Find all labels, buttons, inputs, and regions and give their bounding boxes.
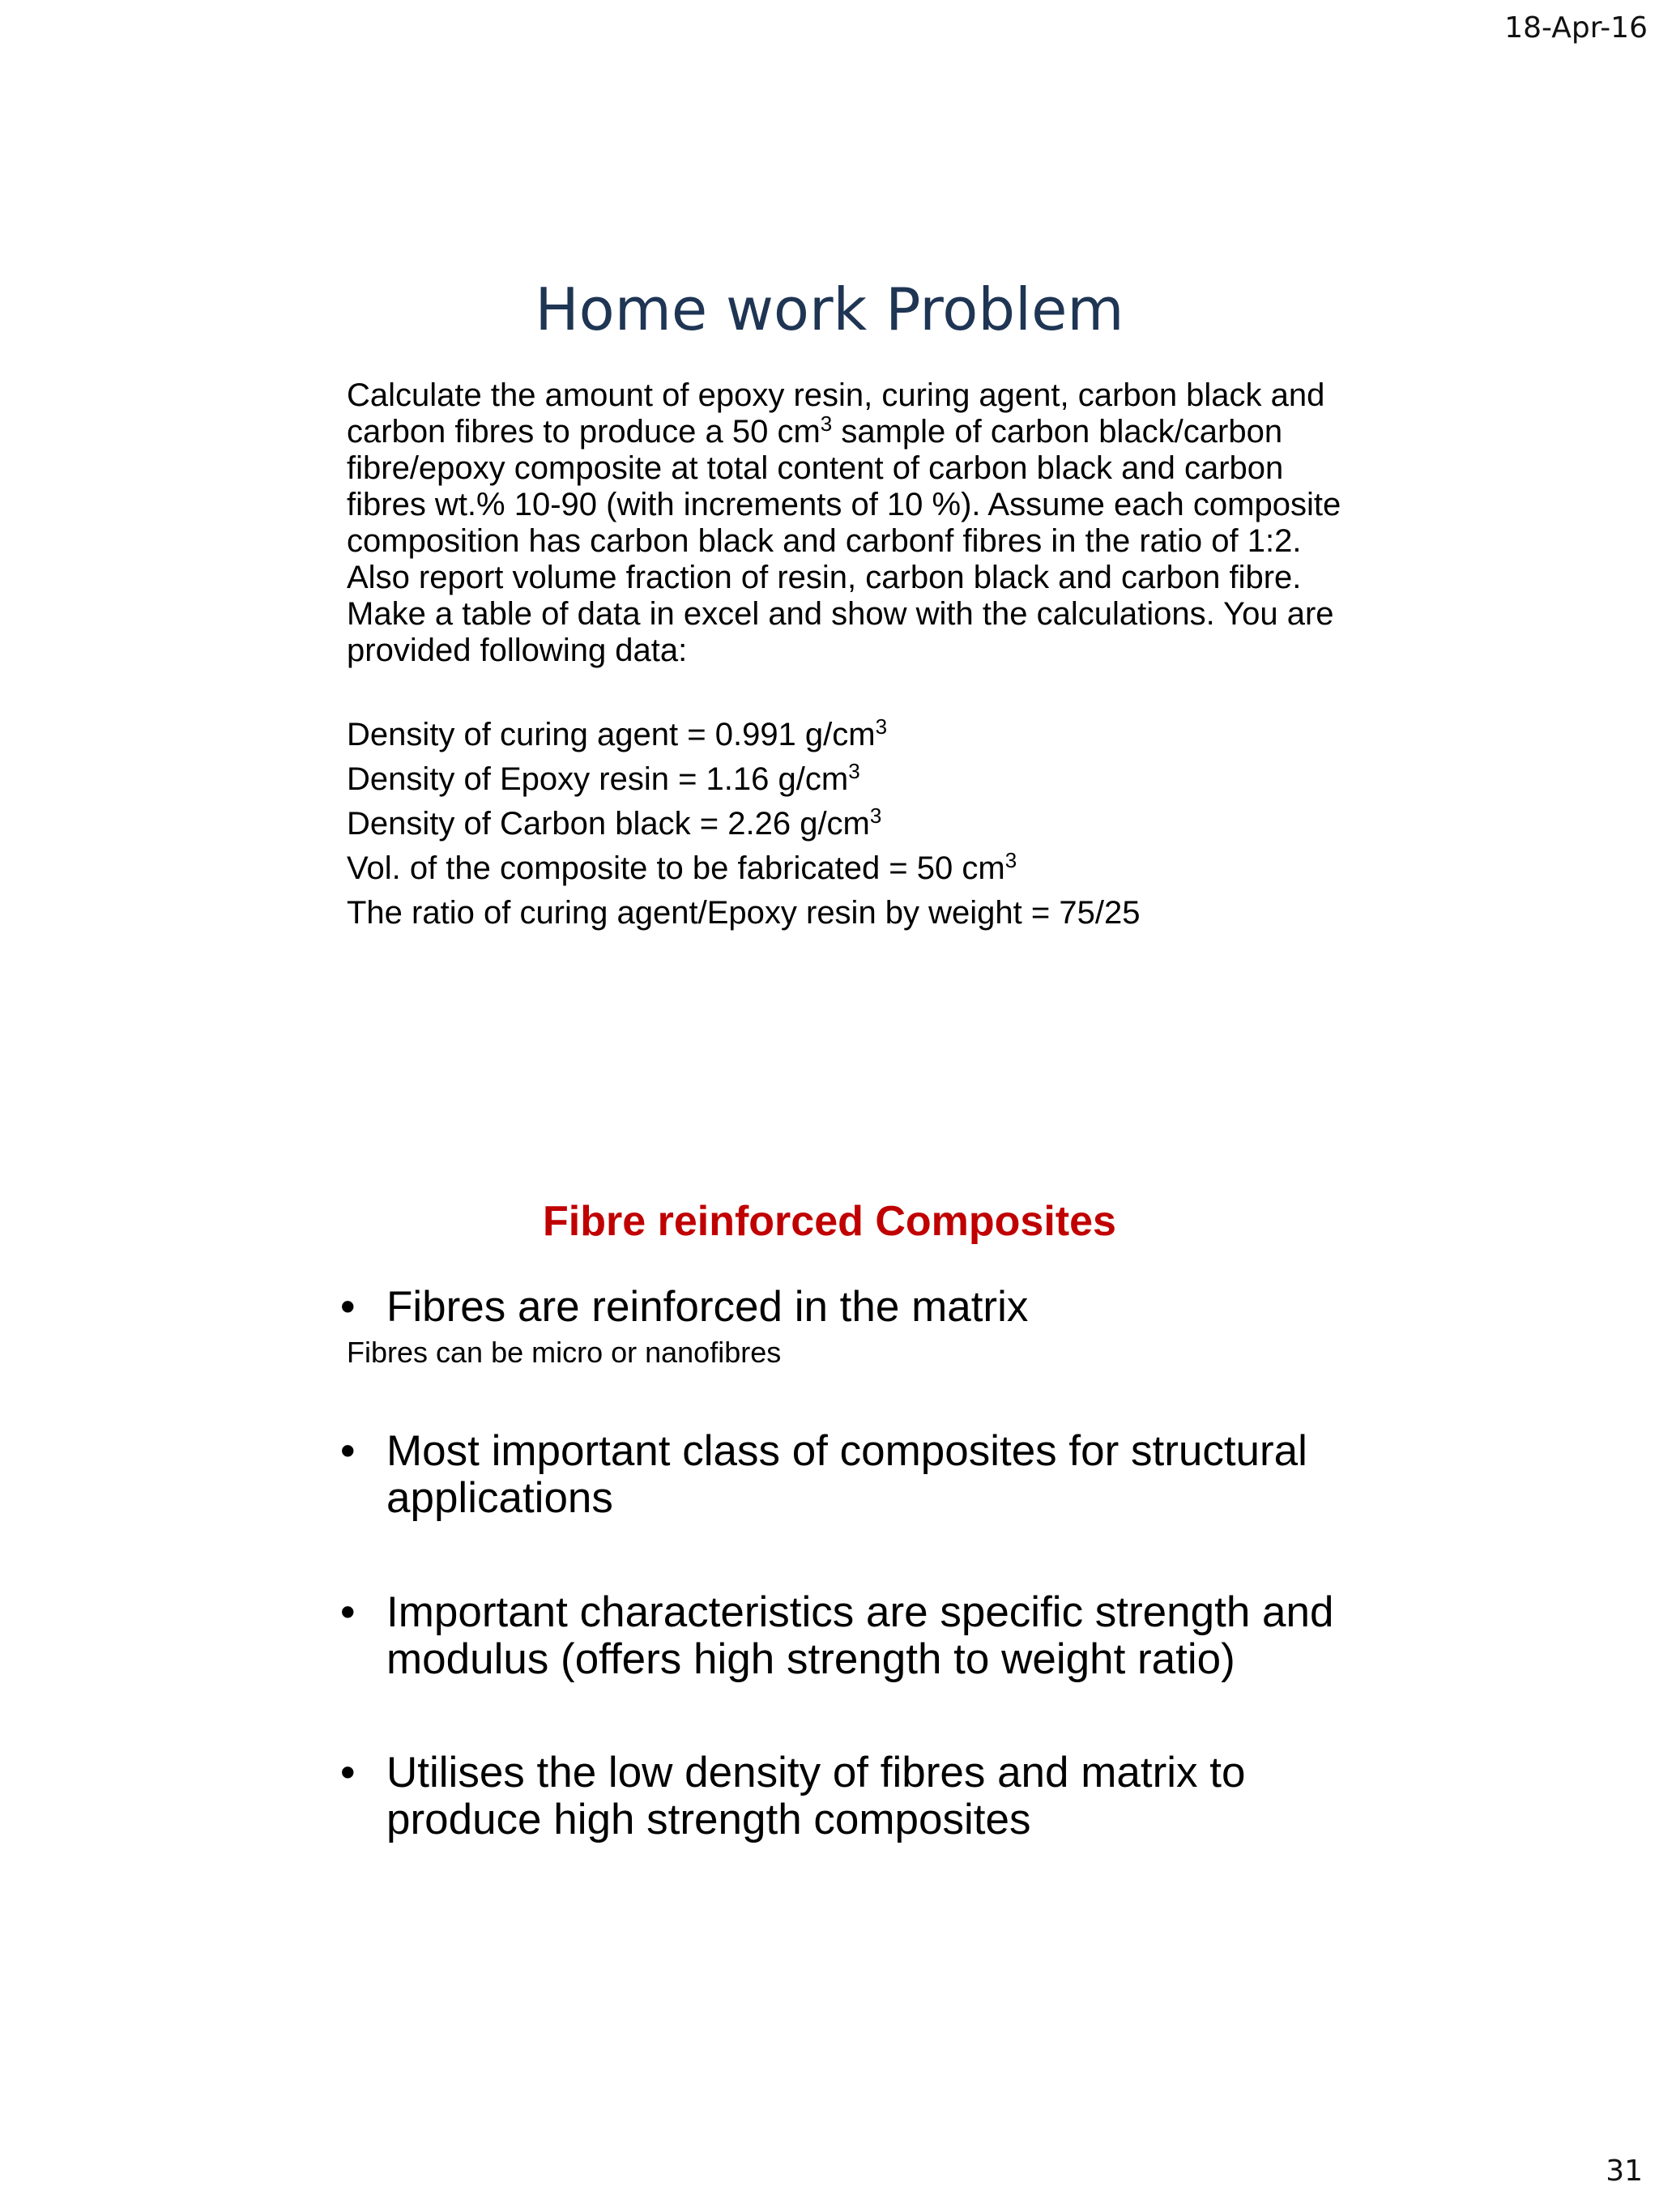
superscript: 3: [1004, 848, 1017, 872]
page-number: 31: [1606, 2154, 1643, 2188]
bullet-text: Fibres are reinforced in the matrix: [386, 1283, 1029, 1331]
bullet-item: [340, 1750, 1393, 1843]
data-item-text: The ratio of curing agent/Epoxy resin by weight = 75/25: [347, 895, 1141, 931]
bullet-item: [340, 1284, 1393, 1331]
superscript: 3: [869, 803, 882, 828]
bullet-text: Utilises the low density of fibres and matrix to produce high strength composites: [386, 1749, 1246, 1843]
problem-text-part2: sample of carbon black/carbon fibre/epoxy composite at total content of carbon black and carbon fibres wt.% 10-90 (with increments of 10 %). Assume each composite composition has carbon black and carbonf fibres in the ratio of 1:2. Also report volume fraction of resin, carbon black and carbon fibre. Make a table of data in excel and show with the calculations. You are provided following data:: [347, 414, 1341, 668]
superscript: 3: [848, 759, 860, 783]
bullet-icon: •: [340, 1749, 356, 1796]
bullet-text: Important characteristics are specific strength and modulus (offers high strength to weight ratio): [386, 1588, 1334, 1683]
data-item-carbon-black-density: [347, 802, 1400, 846]
data-item-text: Density of Carbon black = 2.26 g/cm: [347, 806, 870, 842]
bullet-item: [340, 1428, 1393, 1522]
data-item-text: Vol. of the composite to be fabricated = 50 cm: [347, 850, 1005, 886]
data-item-weight-ratio: [347, 891, 1400, 936]
data-item-text: Density of curing agent = 0.991 g/cm: [347, 717, 876, 752]
bullet-sub-note: Fibres can be micro or nanofibres: [347, 1336, 782, 1369]
slide-date: 18-Apr-16: [1504, 11, 1648, 45]
bullet-icon: •: [340, 1427, 356, 1475]
problem-statement: [347, 377, 1351, 669]
data-item-curing-agent-density: [347, 713, 1400, 757]
data-item-epoxy-density: [347, 757, 1400, 802]
bullet-icon: •: [340, 1283, 356, 1331]
superscript: 3: [820, 411, 833, 436]
bullet-item: [340, 1589, 1393, 1683]
problem-paragraph: [347, 377, 1351, 669]
bullet-list: [340, 1284, 1393, 1843]
slide-title-homework: Home work Problem: [535, 275, 1124, 343]
bullet-text: Most important class of composites for structural applications: [386, 1427, 1307, 1522]
slide-title-fibre-composites: Fibre reinforced Composites: [543, 1198, 1116, 1245]
superscript: 3: [875, 714, 888, 739]
data-item-text: Density of Epoxy resin = 1.16 g/cm: [347, 761, 849, 797]
data-item-composite-volume: [347, 846, 1400, 891]
bullet-icon: •: [340, 1588, 356, 1636]
given-data-list: [347, 713, 1400, 936]
problem-text-part1: Calculate the amount of epoxy resin, curing agent, carbon black and carbon fibres to produce a 50 cm: [347, 377, 1325, 450]
